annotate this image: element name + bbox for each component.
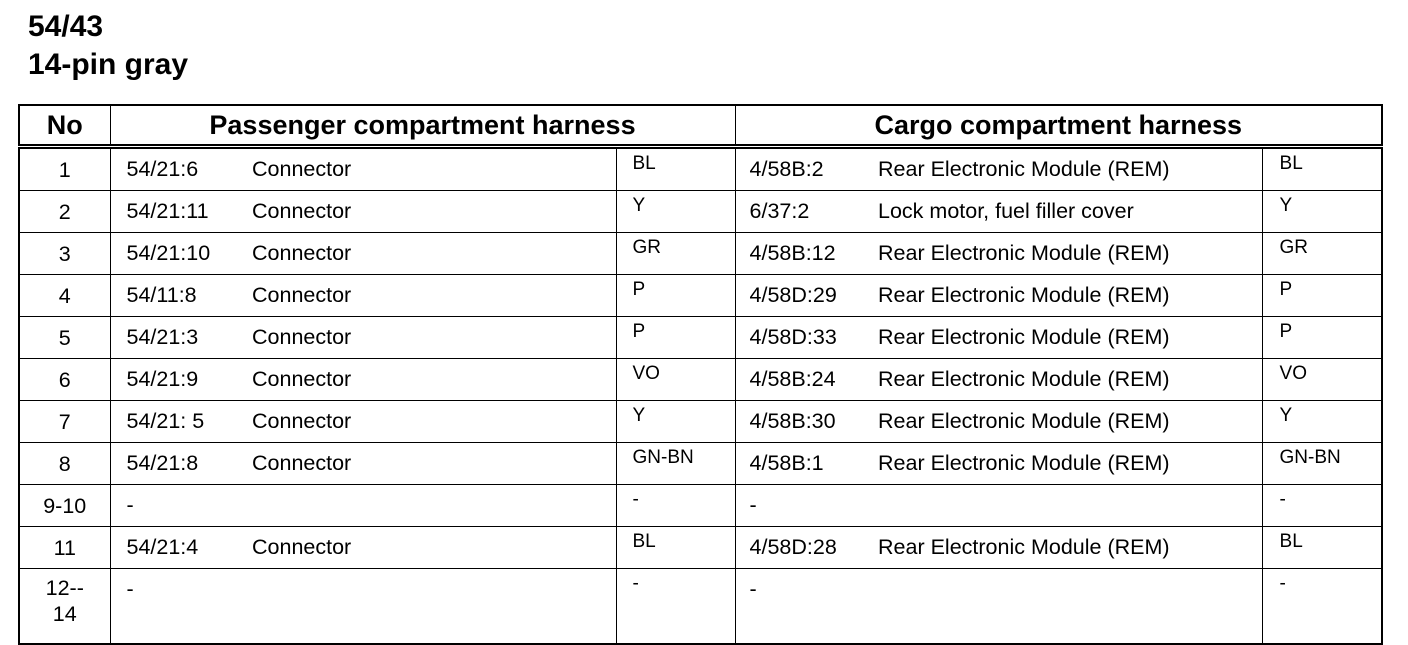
- cargo-wire-color: P: [1262, 317, 1382, 359]
- passenger-ref: 54/21:8: [110, 443, 252, 485]
- pin-number: 7: [19, 401, 110, 443]
- passenger-wire-color: -: [616, 569, 735, 645]
- passenger-wire-color: GN-BN: [616, 443, 735, 485]
- cargo-wire-color: GN-BN: [1262, 443, 1382, 485]
- connector-description: 14-pin gray: [28, 48, 189, 81]
- cargo-wire-color: -: [1262, 485, 1382, 527]
- cargo-description: Rear Electronic Module (REM): [878, 317, 1262, 359]
- table-row: [19, 359, 1382, 401]
- cargo-ref: 4/58D:29: [735, 275, 878, 317]
- passenger-ref: -: [110, 569, 252, 645]
- passenger-ref: 54/11:8: [110, 275, 252, 317]
- passenger-ref: 54/21:3: [110, 317, 252, 359]
- cargo-ref: 6/37:2: [735, 191, 878, 233]
- table-row: [19, 401, 1382, 443]
- cargo-description: Rear Electronic Module (REM): [878, 275, 1262, 317]
- passenger-wire-color: BL: [616, 147, 735, 191]
- cargo-ref: 4/58D:33: [735, 317, 878, 359]
- pin-number: 11: [19, 527, 110, 569]
- table-row: [19, 443, 1382, 485]
- passenger-ref: 54/21:4: [110, 527, 252, 569]
- cargo-description: [878, 569, 1262, 645]
- passenger-description: Connector: [252, 191, 616, 233]
- cargo-wire-color: Y: [1262, 401, 1382, 443]
- passenger-wire-color: Y: [616, 401, 735, 443]
- table-row: [19, 317, 1382, 359]
- cargo-wire-color: BL: [1262, 147, 1382, 191]
- cargo-ref: 4/58B:24: [735, 359, 878, 401]
- pin-number: 1: [19, 147, 110, 191]
- cargo-description: Rear Electronic Module (REM): [878, 443, 1262, 485]
- passenger-ref: 54/21:11: [110, 191, 252, 233]
- pin-number: 2: [19, 191, 110, 233]
- passenger-description: [252, 485, 616, 527]
- pin-number: 3: [19, 233, 110, 275]
- cargo-ref: 4/58B:30: [735, 401, 878, 443]
- table-row: [19, 569, 1382, 645]
- passenger-ref: -: [110, 485, 252, 527]
- passenger-description: Connector: [252, 401, 616, 443]
- cargo-wire-color: VO: [1262, 359, 1382, 401]
- table-row: [19, 233, 1382, 275]
- pin-number: 8: [19, 443, 110, 485]
- pin-assignment-table: [18, 104, 1383, 645]
- table-body: [19, 147, 1382, 645]
- cargo-description: Rear Electronic Module (REM): [878, 359, 1262, 401]
- passenger-description: Connector: [252, 147, 616, 191]
- cargo-description: Lock motor, fuel filler cover: [878, 191, 1262, 233]
- passenger-wire-color: P: [616, 275, 735, 317]
- cargo-wire-color: -: [1262, 569, 1382, 645]
- cargo-ref: 4/58B:12: [735, 233, 878, 275]
- pin-number: 4: [19, 275, 110, 317]
- pin-number: 5: [19, 317, 110, 359]
- cargo-wire-color: Y: [1262, 191, 1382, 233]
- passenger-description: Connector: [252, 317, 616, 359]
- passenger-description: [252, 569, 616, 645]
- table-row: [19, 527, 1382, 569]
- cargo-ref: -: [735, 485, 878, 527]
- column-header-cargo: Cargo compartment harness: [735, 105, 1382, 147]
- cargo-ref: -: [735, 569, 878, 645]
- passenger-description: Connector: [252, 443, 616, 485]
- connector-id: 54/43: [28, 10, 104, 43]
- passenger-wire-color: VO: [616, 359, 735, 401]
- passenger-description: Connector: [252, 359, 616, 401]
- passenger-ref: 54/21:6: [110, 147, 252, 191]
- cargo-wire-color: BL: [1262, 527, 1382, 569]
- cargo-ref: 4/58D:28: [735, 527, 878, 569]
- table-row: [19, 275, 1382, 317]
- table-row: [19, 147, 1382, 191]
- table-header-row: [19, 105, 1382, 147]
- passenger-description: Connector: [252, 527, 616, 569]
- passenger-ref: 54/21:10: [110, 233, 252, 275]
- passenger-wire-color: P: [616, 317, 735, 359]
- pin-number: 9-10: [19, 485, 110, 527]
- table-row: [19, 485, 1382, 527]
- cargo-wire-color: GR: [1262, 233, 1382, 275]
- pin-number: 6: [19, 359, 110, 401]
- passenger-description: Connector: [252, 275, 616, 317]
- passenger-wire-color: -: [616, 485, 735, 527]
- passenger-wire-color: GR: [616, 233, 735, 275]
- column-header-passenger: Passenger compartment harness: [110, 105, 735, 147]
- cargo-description: Rear Electronic Module (REM): [878, 527, 1262, 569]
- cargo-description: Rear Electronic Module (REM): [878, 147, 1262, 191]
- passenger-description: Connector: [252, 233, 616, 275]
- cargo-description: [878, 485, 1262, 527]
- cargo-description: Rear Electronic Module (REM): [878, 233, 1262, 275]
- pin-number: 12-- 14: [19, 569, 110, 645]
- passenger-ref: 54/21:9: [110, 359, 252, 401]
- passenger-wire-color: Y: [616, 191, 735, 233]
- cargo-ref: 4/58B:2: [735, 147, 878, 191]
- cargo-description: Rear Electronic Module (REM): [878, 401, 1262, 443]
- cargo-wire-color: P: [1262, 275, 1382, 317]
- document-header: [28, 8, 188, 84]
- column-header-no: No: [19, 105, 110, 147]
- passenger-ref: 54/21: 5: [110, 401, 252, 443]
- table-row: [19, 191, 1382, 233]
- passenger-wire-color: BL: [616, 527, 735, 569]
- cargo-ref: 4/58B:1: [735, 443, 878, 485]
